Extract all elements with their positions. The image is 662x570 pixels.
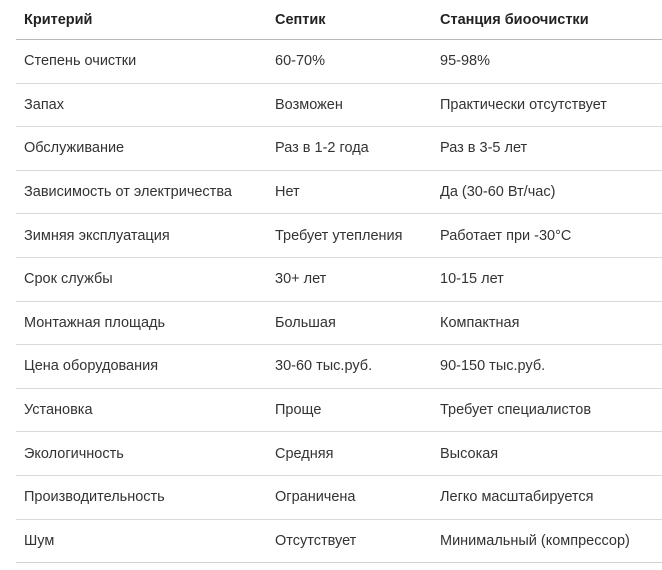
cell-bio-station: Компактная: [432, 301, 662, 345]
header-septic: Септик: [267, 0, 432, 40]
cell-septic: 30+ лет: [267, 257, 432, 301]
cell-criterion: Цена оборудования: [16, 345, 267, 389]
cell-septic: 60-70%: [267, 40, 432, 84]
table-row: [16, 40, 662, 84]
table-row: [16, 432, 662, 476]
cell-bio-station: Минимальный (компрессор): [432, 519, 662, 563]
table-row: [16, 214, 662, 258]
comparison-table: [16, 0, 662, 563]
cell-bio-station: 90-150 тыс.руб.: [432, 345, 662, 389]
cell-criterion: Шум: [16, 519, 267, 563]
cell-criterion: Зимняя эксплуатация: [16, 214, 267, 258]
header-bio-station: Станция биоочистки: [432, 0, 662, 40]
cell-septic: Раз в 1-2 года: [267, 127, 432, 171]
cell-septic: 30-60 тыс.руб.: [267, 345, 432, 389]
cell-criterion: Монтажная площадь: [16, 301, 267, 345]
header-criterion: Критерий: [16, 0, 267, 40]
table-row: [16, 475, 662, 519]
cell-bio-station: Да (30-60 Вт/час): [432, 170, 662, 214]
cell-criterion: Зависимость от электричества: [16, 170, 267, 214]
table-body: [16, 40, 662, 563]
cell-bio-station: 10-15 лет: [432, 257, 662, 301]
cell-septic: Проще: [267, 388, 432, 432]
cell-bio-station: Раз в 3-5 лет: [432, 127, 662, 171]
cell-criterion: Запах: [16, 83, 267, 127]
header-row: [16, 0, 662, 40]
cell-criterion: Срок службы: [16, 257, 267, 301]
table-row: [16, 388, 662, 432]
cell-septic: Возможен: [267, 83, 432, 127]
table-row: [16, 83, 662, 127]
cell-septic: Требует утепления: [267, 214, 432, 258]
table-row: [16, 519, 662, 563]
cell-criterion: Степень очистки: [16, 40, 267, 84]
cell-bio-station: 95-98%: [432, 40, 662, 84]
table-row: [16, 301, 662, 345]
cell-bio-station: Легко масштабируется: [432, 475, 662, 519]
cell-septic: Большая: [267, 301, 432, 345]
cell-bio-station: Практически отсутствует: [432, 83, 662, 127]
table-row: [16, 127, 662, 171]
cell-septic: Отсутствует: [267, 519, 432, 563]
cell-criterion: Производительность: [16, 475, 267, 519]
cell-criterion: Экологичность: [16, 432, 267, 476]
table-row: [16, 170, 662, 214]
cell-bio-station: Высокая: [432, 432, 662, 476]
cell-criterion: Обслуживание: [16, 127, 267, 171]
cell-septic: Нет: [267, 170, 432, 214]
cell-septic: Средняя: [267, 432, 432, 476]
cell-septic: Ограничена: [267, 475, 432, 519]
table-row: [16, 257, 662, 301]
table-row: [16, 345, 662, 389]
cell-bio-station: Работает при -30°C: [432, 214, 662, 258]
cell-bio-station: Требует специалистов: [432, 388, 662, 432]
cell-criterion: Установка: [16, 388, 267, 432]
table-header: [16, 0, 662, 40]
